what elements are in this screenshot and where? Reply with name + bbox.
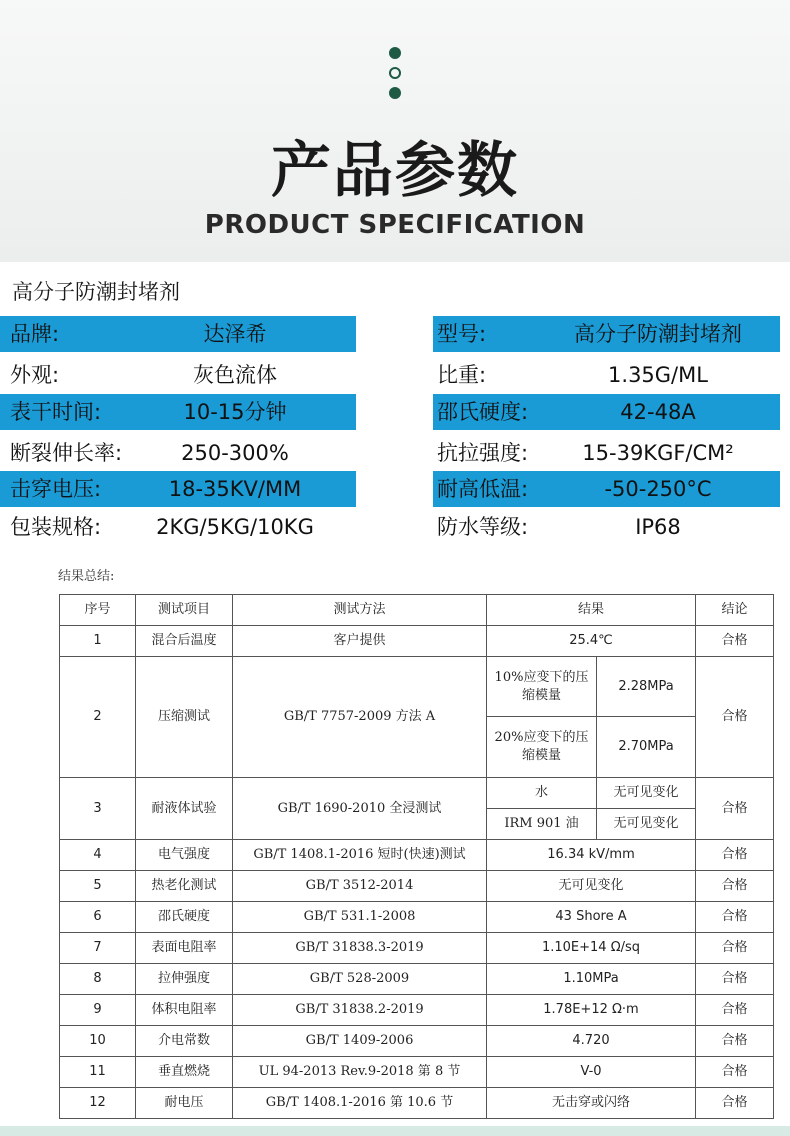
cell-result: 1.10E+14 Ω/sq <box>487 933 696 964</box>
table-row <box>60 1057 774 1088</box>
spec-row-brand <box>0 316 356 352</box>
decorative-dots-icon <box>388 47 402 99</box>
cell-method: GB/T 1409-2006 <box>233 1026 487 1057</box>
table-row <box>60 657 774 717</box>
cell-conclusion: 合格 <box>696 933 774 964</box>
cell-item: 垂直燃烧 <box>136 1057 233 1088</box>
spec-value: 灰色流体 <box>193 363 277 387</box>
cell-sub-value: 无可见变化 <box>597 809 696 840</box>
spec-row-packaging <box>0 509 356 545</box>
page-subtitle: PRODUCT SPECIFICATION <box>204 210 586 240</box>
spec-value: IP68 <box>635 515 681 539</box>
spec-label: 包装规格: <box>10 515 102 539</box>
spec-label: 外观: <box>10 363 60 387</box>
spec-row-appearance <box>0 357 356 393</box>
cell-item: 邵氏硬度 <box>136 902 233 933</box>
cell-conclusion: 合格 <box>696 871 774 902</box>
spec-label: 断裂伸长率: <box>10 441 123 465</box>
cell-sub-condition: IRM 901 油 <box>487 809 597 840</box>
cell-conclusion: 合格 <box>696 995 774 1026</box>
header-cell: 序号 <box>60 595 136 626</box>
spec-value: 42-48A <box>620 400 696 424</box>
spec-value: -50-250°C <box>604 477 712 501</box>
cell-result: V-0 <box>487 1057 696 1088</box>
spec-value: 10-15分钟 <box>183 400 287 424</box>
spec-value: 250-300% <box>181 441 289 465</box>
cell-no: 11 <box>60 1057 136 1088</box>
cell-no: 9 <box>60 995 136 1026</box>
cell-item: 热老化测试 <box>136 871 233 902</box>
table-row <box>60 626 774 657</box>
spec-row-model <box>433 316 780 352</box>
table-row <box>60 1088 774 1119</box>
cell-result: 16.34 kV/mm <box>487 840 696 871</box>
spec-value: 18-35KV/MM <box>168 477 302 501</box>
spec-value: 1.35G/ML <box>608 363 708 387</box>
spec-label: 耐高低温: <box>437 477 529 501</box>
cell-no: 3 <box>60 778 136 840</box>
table-row <box>60 995 774 1026</box>
cell-conclusion: 合格 <box>696 626 774 657</box>
cell-no: 2 <box>60 657 136 778</box>
cell-no: 5 <box>60 871 136 902</box>
table-row <box>60 871 774 902</box>
cell-method: GB/T 531.1-2008 <box>233 902 487 933</box>
cell-method: GB/T 31838.2-2019 <box>233 995 487 1026</box>
spec-label: 型号: <box>437 322 487 346</box>
table-row <box>60 778 774 809</box>
spec-row-density <box>433 357 780 393</box>
cell-conclusion: 合格 <box>696 902 774 933</box>
spec-value: 高分子防潮封堵剂 <box>574 322 742 346</box>
cell-method: GB/T 528-2009 <box>233 964 487 995</box>
cell-item: 耐液体试验 <box>136 778 233 840</box>
cell-no: 6 <box>60 902 136 933</box>
cell-item: 压缩测试 <box>136 657 233 778</box>
cell-item: 拉伸强度 <box>136 964 233 995</box>
cell-no: 10 <box>60 1026 136 1057</box>
cell-sub-condition: 水 <box>487 778 597 809</box>
cell-no: 7 <box>60 933 136 964</box>
table-row <box>60 964 774 995</box>
cell-method: 客户提供 <box>233 626 487 657</box>
table-row <box>60 1026 774 1057</box>
cell-sub-value: 无可见变化 <box>597 778 696 809</box>
cell-no: 4 <box>60 840 136 871</box>
spec-row-waterproof-rating <box>433 509 780 545</box>
table-row <box>60 902 774 933</box>
cell-result: 1.78E+12 Ω·m <box>487 995 696 1026</box>
spec-row-temperature-range <box>433 471 780 507</box>
results-table <box>59 594 774 1119</box>
spec-label: 表干时间: <box>10 400 102 424</box>
product-name: 高分子防潮封堵剂 <box>12 280 180 304</box>
spec-label: 防水等级: <box>437 515 529 539</box>
spec-row-surface-dry-time <box>0 394 356 430</box>
cell-conclusion: 合格 <box>696 840 774 871</box>
cell-method: GB/T 1690-2010 全浸测试 <box>233 778 487 840</box>
cell-item: 耐电压 <box>136 1088 233 1119</box>
cell-conclusion: 合格 <box>696 1057 774 1088</box>
cell-sub-value: 2.28MPa <box>597 657 696 717</box>
cell-item: 体积电阻率 <box>136 995 233 1026</box>
cell-conclusion: 合格 <box>696 657 774 778</box>
cell-item: 电气强度 <box>136 840 233 871</box>
table-row <box>60 933 774 964</box>
cell-conclusion: 合格 <box>696 1026 774 1057</box>
cell-method: UL 94-2013 Rev.9-2018 第 8 节 <box>233 1057 487 1088</box>
header-cell: 测试项目 <box>136 595 233 626</box>
summary-label: 结果总结: <box>58 569 115 584</box>
header-cell: 测试方法 <box>233 595 487 626</box>
cell-method: GB/T 31838.3-2019 <box>233 933 487 964</box>
cell-item: 混合后温度 <box>136 626 233 657</box>
spec-label: 抗拉强度: <box>437 441 529 465</box>
cell-result: 无可见变化 <box>487 871 696 902</box>
cell-no: 12 <box>60 1088 136 1119</box>
cell-no: 8 <box>60 964 136 995</box>
cell-method: GB/T 1408.1-2016 短时(快速)测试 <box>233 840 487 871</box>
spec-label: 比重: <box>437 363 487 387</box>
cell-no: 1 <box>60 626 136 657</box>
spec-value: 达泽希 <box>203 322 267 346</box>
cell-result: 25.4℃ <box>487 626 696 657</box>
table-header-row <box>60 595 774 626</box>
cell-item: 介电常数 <box>136 1026 233 1057</box>
cell-method: GB/T 3512-2014 <box>233 871 487 902</box>
cell-result: 1.10MPa <box>487 964 696 995</box>
cell-sub-condition: 10%应变下的压缩模量 <box>487 657 597 717</box>
spec-row-elongation <box>0 435 356 471</box>
page-title: 产品参数 <box>271 136 519 206</box>
spec-row-breakdown-voltage <box>0 471 356 507</box>
cell-conclusion: 合格 <box>696 1088 774 1119</box>
table-row <box>60 840 774 871</box>
cell-result: 4.720 <box>487 1026 696 1057</box>
header-cell: 结果 <box>487 595 696 626</box>
spec-row-shore-hardness <box>433 394 780 430</box>
cell-item: 表面电阻率 <box>136 933 233 964</box>
cell-method: GB/T 7757-2009 方法 A <box>233 657 487 778</box>
spec-row-tensile-strength <box>433 435 780 471</box>
cell-method: GB/T 1408.1-2016 第 10.6 节 <box>233 1088 487 1119</box>
cell-sub-condition: 20%应变下的压缩模量 <box>487 717 597 778</box>
spec-value: 15-39KGF/CM² <box>582 441 734 465</box>
cell-conclusion: 合格 <box>696 964 774 995</box>
cell-result: 无击穿或闪络 <box>487 1088 696 1119</box>
spec-label: 邵氏硬度: <box>437 400 529 424</box>
cell-sub-value: 2.70MPa <box>597 717 696 778</box>
footer-strip <box>0 1126 790 1136</box>
spec-label: 品牌: <box>10 322 60 346</box>
spec-label: 击穿电压: <box>10 477 102 501</box>
cell-conclusion: 合格 <box>696 778 774 840</box>
spec-value: 2KG/5KG/10KG <box>156 515 314 539</box>
cell-result: 43 Shore A <box>487 902 696 933</box>
header-cell: 结论 <box>696 595 774 626</box>
